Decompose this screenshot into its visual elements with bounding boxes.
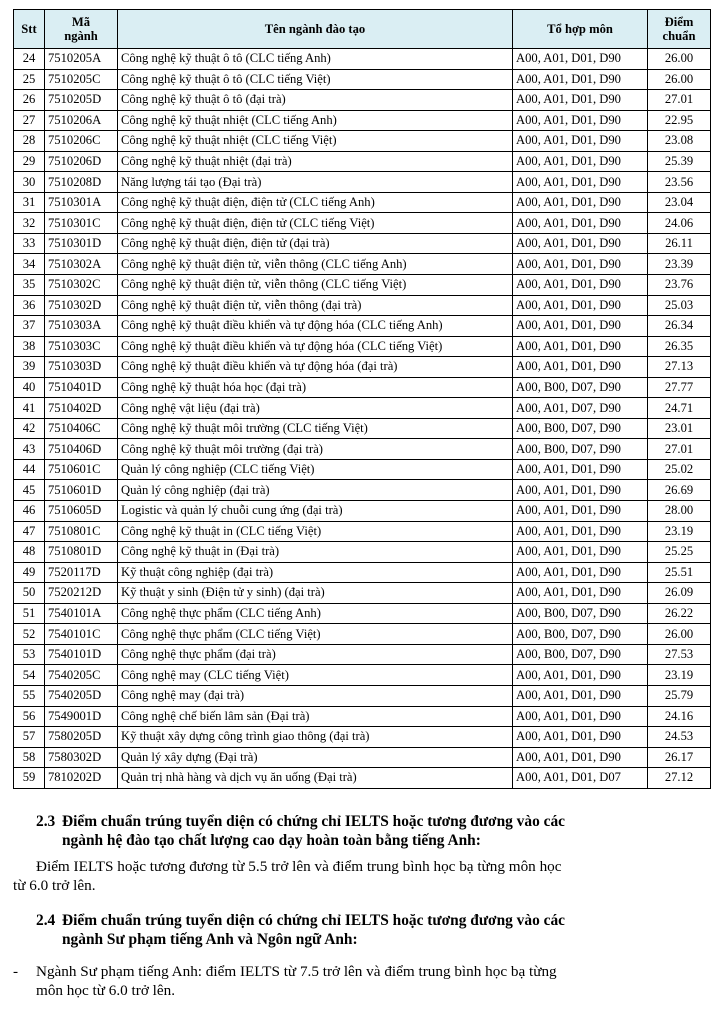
cell-cutoff-score: 26.22 [648, 603, 711, 624]
table-row [14, 459, 711, 480]
section-2-3-body [13, 857, 673, 895]
cell-subject-combination: A00, A01, D01, D90 [513, 747, 648, 768]
cell-stt: 49 [14, 562, 45, 583]
section-2-4-bullet-line2: môn học từ 6.0 trở lên. [36, 982, 176, 999]
cell-major-code: 7540205D [45, 685, 118, 706]
cell-major-name: Công nghệ kỹ thuật nhiệt (CLC tiếng Việt) [118, 131, 513, 152]
cell-subject-combination: A00, A01, D01, D90 [513, 316, 648, 337]
cell-cutoff-score: 26.34 [648, 316, 711, 337]
admission-score-table [13, 9, 711, 789]
cell-cutoff-score: 26.00 [648, 624, 711, 645]
cell-major-name: Kỹ thuật xây dựng công trình giao thông (đại trà) [118, 727, 513, 748]
cell-stt: 29 [14, 151, 45, 172]
cell-stt: 31 [14, 192, 45, 213]
cell-major-name: Công nghệ may (CLC tiếng Việt) [118, 665, 513, 686]
cell-subject-combination: A00, A01, D01, D90 [513, 727, 648, 748]
cell-major-name: Công nghệ kỹ thuật điều khiển và tự động hóa (đại trà) [118, 357, 513, 378]
cell-stt: 35 [14, 275, 45, 296]
cell-major-name: Công nghệ kỹ thuật điện, điện tử (CLC tiếng Việt) [118, 213, 513, 234]
cell-subject-combination: A00, A01, D01, D90 [513, 131, 648, 152]
cell-major-code: 7540101D [45, 644, 118, 665]
cell-subject-combination: A00, A01, D01, D90 [513, 665, 648, 686]
cell-cutoff-score: 27.53 [648, 644, 711, 665]
header-stt: Stt [14, 10, 45, 49]
cell-cutoff-score: 25.39 [648, 151, 711, 172]
section-2-4-bullet [13, 962, 673, 1000]
cell-subject-combination: A00, A01, D01, D90 [513, 233, 648, 254]
cell-stt: 57 [14, 727, 45, 748]
cell-cutoff-score: 23.19 [648, 521, 711, 542]
cell-stt: 25 [14, 69, 45, 90]
cell-major-name: Năng lượng tái tạo (Đại trà) [118, 172, 513, 193]
cell-stt: 37 [14, 316, 45, 337]
cell-major-code: 7540101C [45, 624, 118, 645]
header-row [14, 10, 711, 49]
cell-major-name: Quản lý công nghiệp (đại trà) [118, 480, 513, 501]
cell-major-code: 7510601C [45, 459, 118, 480]
cell-subject-combination: A00, A01, D01, D90 [513, 542, 648, 563]
table-row [14, 398, 711, 419]
cell-major-code: 7510406D [45, 439, 118, 460]
cell-cutoff-score: 25.02 [648, 459, 711, 480]
table-row [14, 501, 711, 522]
cell-major-name: Công nghệ kỹ thuật ô tô (CLC tiếng Anh) [118, 49, 513, 70]
cell-cutoff-score: 28.00 [648, 501, 711, 522]
cell-major-name: Kỹ thuật công nghiệp (đại trà) [118, 562, 513, 583]
cell-stt: 41 [14, 398, 45, 419]
cell-subject-combination: A00, A01, D01, D90 [513, 706, 648, 727]
cell-major-name: Công nghệ kỹ thuật môi trường (đại trà) [118, 439, 513, 460]
cell-major-name: Công nghệ kỹ thuật điều khiển và tự động hóa (CLC tiếng Anh) [118, 316, 513, 337]
cell-stt: 24 [14, 49, 45, 70]
section-2-3-title-line1: Điểm chuẩn trúng tuyển diện có chứng chỉ IELTS hoặc tương đương vào các [62, 813, 565, 830]
cell-subject-combination: A00, B00, D07, D90 [513, 644, 648, 665]
cell-cutoff-score: 27.01 [648, 439, 711, 460]
table-row [14, 110, 711, 131]
cell-stt: 48 [14, 542, 45, 563]
cell-cutoff-score: 27.77 [648, 377, 711, 398]
cell-major-code: 7510302C [45, 275, 118, 296]
cell-cutoff-score: 24.71 [648, 398, 711, 419]
cell-stt: 56 [14, 706, 45, 727]
table-row [14, 357, 711, 378]
cell-major-code: 7540205C [45, 665, 118, 686]
cell-major-name: Công nghệ kỹ thuật điện tử, viễn thông (CLC tiếng Việt) [118, 275, 513, 296]
table-row [14, 90, 711, 111]
bullet-marker: - [13, 963, 19, 980]
cell-cutoff-score: 23.56 [648, 172, 711, 193]
cell-stt: 33 [14, 233, 45, 254]
cell-major-code: 7510205C [45, 69, 118, 90]
cell-major-name: Công nghệ kỹ thuật in (CLC tiếng Việt) [118, 521, 513, 542]
section-2-4-bullet-line1: Ngành Sư phạm tiếng Anh: điểm IELTS từ 7.5 trở lên và điểm trung bình học bạ từng [36, 963, 557, 980]
cell-subject-combination: A00, B00, D07, D90 [513, 439, 648, 460]
cell-major-code: 7510406C [45, 418, 118, 439]
cell-major-name: Công nghệ may (đại trà) [118, 685, 513, 706]
cell-major-code: 7810202D [45, 768, 118, 789]
cell-major-name: Logistic và quản lý chuỗi cung ứng (đại trà) [118, 501, 513, 522]
cell-stt: 38 [14, 336, 45, 357]
cell-cutoff-score: 25.03 [648, 295, 711, 316]
cell-stt: 45 [14, 480, 45, 501]
cell-subject-combination: A00, A01, D01, D90 [513, 172, 648, 193]
cell-major-code: 7549001D [45, 706, 118, 727]
table-row [14, 747, 711, 768]
cell-cutoff-score: 23.08 [648, 131, 711, 152]
cell-cutoff-score: 26.17 [648, 747, 711, 768]
table-row [14, 233, 711, 254]
cell-cutoff-score: 23.76 [648, 275, 711, 296]
table-row [14, 603, 711, 624]
cell-major-code: 7510302A [45, 254, 118, 275]
cell-stt: 30 [14, 172, 45, 193]
cell-major-name: Quản trị nhà hàng và dịch vụ ăn uống (Đại trà) [118, 768, 513, 789]
table-header [14, 10, 711, 49]
cell-stt: 52 [14, 624, 45, 645]
cell-subject-combination: A00, A01, D01, D90 [513, 49, 648, 70]
table-row [14, 377, 711, 398]
cell-subject-combination: A00, B00, D07, D90 [513, 418, 648, 439]
cell-cutoff-score: 26.09 [648, 583, 711, 604]
cell-subject-combination: A00, A01, D01, D90 [513, 521, 648, 542]
table-row [14, 69, 711, 90]
cell-major-code: 7580302D [45, 747, 118, 768]
cell-major-name: Công nghệ thực phẩm (CLC tiếng Việt) [118, 624, 513, 645]
cell-subject-combination: A00, A01, D01, D90 [513, 480, 648, 501]
cell-subject-combination: A00, A01, D01, D90 [513, 295, 648, 316]
cell-subject-combination: A00, A01, D01, D90 [513, 685, 648, 706]
cell-stt: 28 [14, 131, 45, 152]
table-row [14, 439, 711, 460]
cell-cutoff-score: 23.19 [648, 665, 711, 686]
section-2-3-body-line1: Điểm IELTS hoặc tương đương từ 5.5 trở lên và điểm trung bình học bạ từng môn học [36, 858, 562, 875]
cell-major-code: 7510206C [45, 131, 118, 152]
table-row [14, 192, 711, 213]
cell-subject-combination: A00, A01, D01, D90 [513, 69, 648, 90]
table-row [14, 768, 711, 789]
table-row [14, 213, 711, 234]
cell-major-name: Công nghệ kỹ thuật in (Đại trà) [118, 542, 513, 563]
cell-subject-combination: A00, B00, D07, D90 [513, 603, 648, 624]
table-row [14, 583, 711, 604]
cell-major-code: 7510601D [45, 480, 118, 501]
table-body [14, 49, 711, 789]
cell-cutoff-score: 23.01 [648, 418, 711, 439]
section-2-4-number: 2.4 [36, 912, 56, 929]
cell-major-name: Công nghệ kỹ thuật hóa học (đại trà) [118, 377, 513, 398]
cell-major-code: 7510208D [45, 172, 118, 193]
cell-stt: 46 [14, 501, 45, 522]
cell-major-code: 7520212D [45, 583, 118, 604]
table-row [14, 644, 711, 665]
cell-cutoff-score: 26.00 [648, 49, 711, 70]
table-row [14, 706, 711, 727]
table-row [14, 418, 711, 439]
cell-major-code: 7510302D [45, 295, 118, 316]
cell-cutoff-score: 27.13 [648, 357, 711, 378]
cell-major-code: 7510402D [45, 398, 118, 419]
cell-subject-combination: A00, A01, D01, D07 [513, 768, 648, 789]
table-row [14, 49, 711, 70]
section-2-4-title-line1: Điểm chuẩn trúng tuyển diện có chứng chỉ IELTS hoặc tương đương vào các [62, 912, 565, 929]
cell-stt: 58 [14, 747, 45, 768]
cell-stt: 34 [14, 254, 45, 275]
cell-major-name: Công nghệ kỹ thuật điện tử, viễn thông (đại trà) [118, 295, 513, 316]
cell-major-name: Quản lý xây dựng (Đại trà) [118, 747, 513, 768]
cell-major-name: Công nghệ kỹ thuật nhiệt (đại trà) [118, 151, 513, 172]
cell-cutoff-score: 26.69 [648, 480, 711, 501]
cell-subject-combination: A00, B00, D07, D90 [513, 624, 648, 645]
table-row [14, 295, 711, 316]
cell-stt: 44 [14, 459, 45, 480]
cell-major-name: Công nghệ kỹ thuật điện, điện tử (đại trà) [118, 233, 513, 254]
cell-stt: 51 [14, 603, 45, 624]
cell-cutoff-score: 27.12 [648, 768, 711, 789]
cell-stt: 47 [14, 521, 45, 542]
cell-cutoff-score: 25.51 [648, 562, 711, 583]
cell-stt: 40 [14, 377, 45, 398]
table-row [14, 521, 711, 542]
cell-major-name: Công nghệ kỹ thuật nhiệt (CLC tiếng Anh) [118, 110, 513, 131]
header-major-code: Mã ngành [45, 10, 118, 49]
cell-subject-combination: A00, A01, D01, D90 [513, 583, 648, 604]
section-2-3-heading [36, 812, 676, 850]
cell-major-code: 7510303D [45, 357, 118, 378]
cell-cutoff-score: 24.53 [648, 727, 711, 748]
table-row [14, 562, 711, 583]
cell-subject-combination: A00, A01, D01, D90 [513, 357, 648, 378]
cell-cutoff-score: 27.01 [648, 90, 711, 111]
cell-cutoff-score: 26.00 [648, 69, 711, 90]
cell-cutoff-score: 23.39 [648, 254, 711, 275]
cell-major-code: 7510205A [45, 49, 118, 70]
cell-major-code: 7510301D [45, 233, 118, 254]
table-row [14, 275, 711, 296]
table-row [14, 685, 711, 706]
cell-subject-combination: A00, A01, D01, D90 [513, 459, 648, 480]
cell-major-name: Công nghệ thực phẩm (đại trà) [118, 644, 513, 665]
cell-major-code: 7510801C [45, 521, 118, 542]
cell-major-code: 7510401D [45, 377, 118, 398]
cell-stt: 42 [14, 418, 45, 439]
cell-major-code: 7510301C [45, 213, 118, 234]
table-row [14, 172, 711, 193]
cell-stt: 53 [14, 644, 45, 665]
cell-major-name: Công nghệ kỹ thuật ô tô (CLC tiếng Việt) [118, 69, 513, 90]
cell-stt: 27 [14, 110, 45, 131]
cell-subject-combination: A00, A01, D07, D90 [513, 398, 648, 419]
cell-major-name: Công nghệ kỹ thuật điều khiển và tự động hóa (CLC tiếng Việt) [118, 336, 513, 357]
cell-subject-combination: A00, A01, D01, D90 [513, 275, 648, 296]
cell-major-code: 7520117D [45, 562, 118, 583]
cell-subject-combination: A00, A01, D01, D90 [513, 562, 648, 583]
cell-cutoff-score: 26.35 [648, 336, 711, 357]
cell-major-code: 7510605D [45, 501, 118, 522]
cell-subject-combination: A00, A01, D01, D90 [513, 501, 648, 522]
cell-stt: 26 [14, 90, 45, 111]
cell-stt: 36 [14, 295, 45, 316]
table-row [14, 151, 711, 172]
table-row [14, 624, 711, 645]
table-row [14, 131, 711, 152]
section-2-3-title-line2: ngành hệ đào tạo chất lượng cao dạy hoàn toàn bằng tiếng Anh: [62, 832, 481, 849]
cell-major-code: 7540101A [45, 603, 118, 624]
cell-stt: 50 [14, 583, 45, 604]
cell-stt: 55 [14, 685, 45, 706]
cell-subject-combination: A00, A01, D01, D90 [513, 90, 648, 111]
cell-stt: 32 [14, 213, 45, 234]
cell-subject-combination: A00, A01, D01, D90 [513, 151, 648, 172]
cell-stt: 59 [14, 768, 45, 789]
cell-major-name: Công nghệ kỹ thuật điện, điện tử (CLC tiếng Anh) [118, 192, 513, 213]
table-row [14, 542, 711, 563]
section-2-4-title-line2: ngành Sư phạm tiếng Anh và Ngôn ngữ Anh: [62, 931, 358, 948]
cell-major-name: Công nghệ thực phẩm (CLC tiếng Anh) [118, 603, 513, 624]
table-row [14, 254, 711, 275]
section-2-3-body-line2: từ 6.0 trở lên. [13, 877, 96, 894]
cell-stt: 54 [14, 665, 45, 686]
cell-major-name: Công nghệ chế biến lâm sản (Đại trà) [118, 706, 513, 727]
cell-cutoff-score: 22.95 [648, 110, 711, 131]
table-row [14, 480, 711, 501]
cell-subject-combination: A00, A01, D01, D90 [513, 192, 648, 213]
cell-major-code: 7580205D [45, 727, 118, 748]
table-row [14, 727, 711, 748]
section-2-3-number: 2.3 [36, 813, 56, 830]
header-subject-combination: Tổ hợp môn [513, 10, 648, 49]
cell-major-name: Công nghệ kỹ thuật ô tô (đại trà) [118, 90, 513, 111]
cell-major-name: Quản lý công nghiệp (CLC tiếng Việt) [118, 459, 513, 480]
cell-major-code: 7510303A [45, 316, 118, 337]
table-row [14, 336, 711, 357]
cell-subject-combination: A00, A01, D01, D90 [513, 110, 648, 131]
header-cutoff-score: Điểm chuẩn [648, 10, 711, 49]
header-major-name: Tên ngành đào tạo [118, 10, 513, 49]
cell-cutoff-score: 23.04 [648, 192, 711, 213]
cell-major-code: 7510801D [45, 542, 118, 563]
cell-major-code: 7510303C [45, 336, 118, 357]
cell-major-name: Kỹ thuật y sinh (Điện tử y sinh) (đại trà) [118, 583, 513, 604]
cell-cutoff-score: 25.25 [648, 542, 711, 563]
cell-cutoff-score: 25.79 [648, 685, 711, 706]
cell-cutoff-score: 24.06 [648, 213, 711, 234]
cell-subject-combination: A00, A01, D01, D90 [513, 336, 648, 357]
table-row [14, 316, 711, 337]
cell-major-name: Công nghệ kỹ thuật môi trường (CLC tiếng Việt) [118, 418, 513, 439]
cell-stt: 39 [14, 357, 45, 378]
cell-cutoff-score: 24.16 [648, 706, 711, 727]
cell-major-name: Công nghệ kỹ thuật điện tử, viễn thông (CLC tiếng Anh) [118, 254, 513, 275]
cell-subject-combination: A00, A01, D01, D90 [513, 213, 648, 234]
cell-major-code: 7510301A [45, 192, 118, 213]
cell-major-code: 7510206D [45, 151, 118, 172]
cell-subject-combination: A00, B00, D07, D90 [513, 377, 648, 398]
cell-subject-combination: A00, A01, D01, D90 [513, 254, 648, 275]
cell-stt: 43 [14, 439, 45, 460]
cell-major-code: 7510206A [45, 110, 118, 131]
cell-major-code: 7510205D [45, 90, 118, 111]
table-row [14, 665, 711, 686]
cell-cutoff-score: 26.11 [648, 233, 711, 254]
section-2-4-heading [36, 911, 676, 949]
cell-major-name: Công nghệ vật liệu (đại trà) [118, 398, 513, 419]
